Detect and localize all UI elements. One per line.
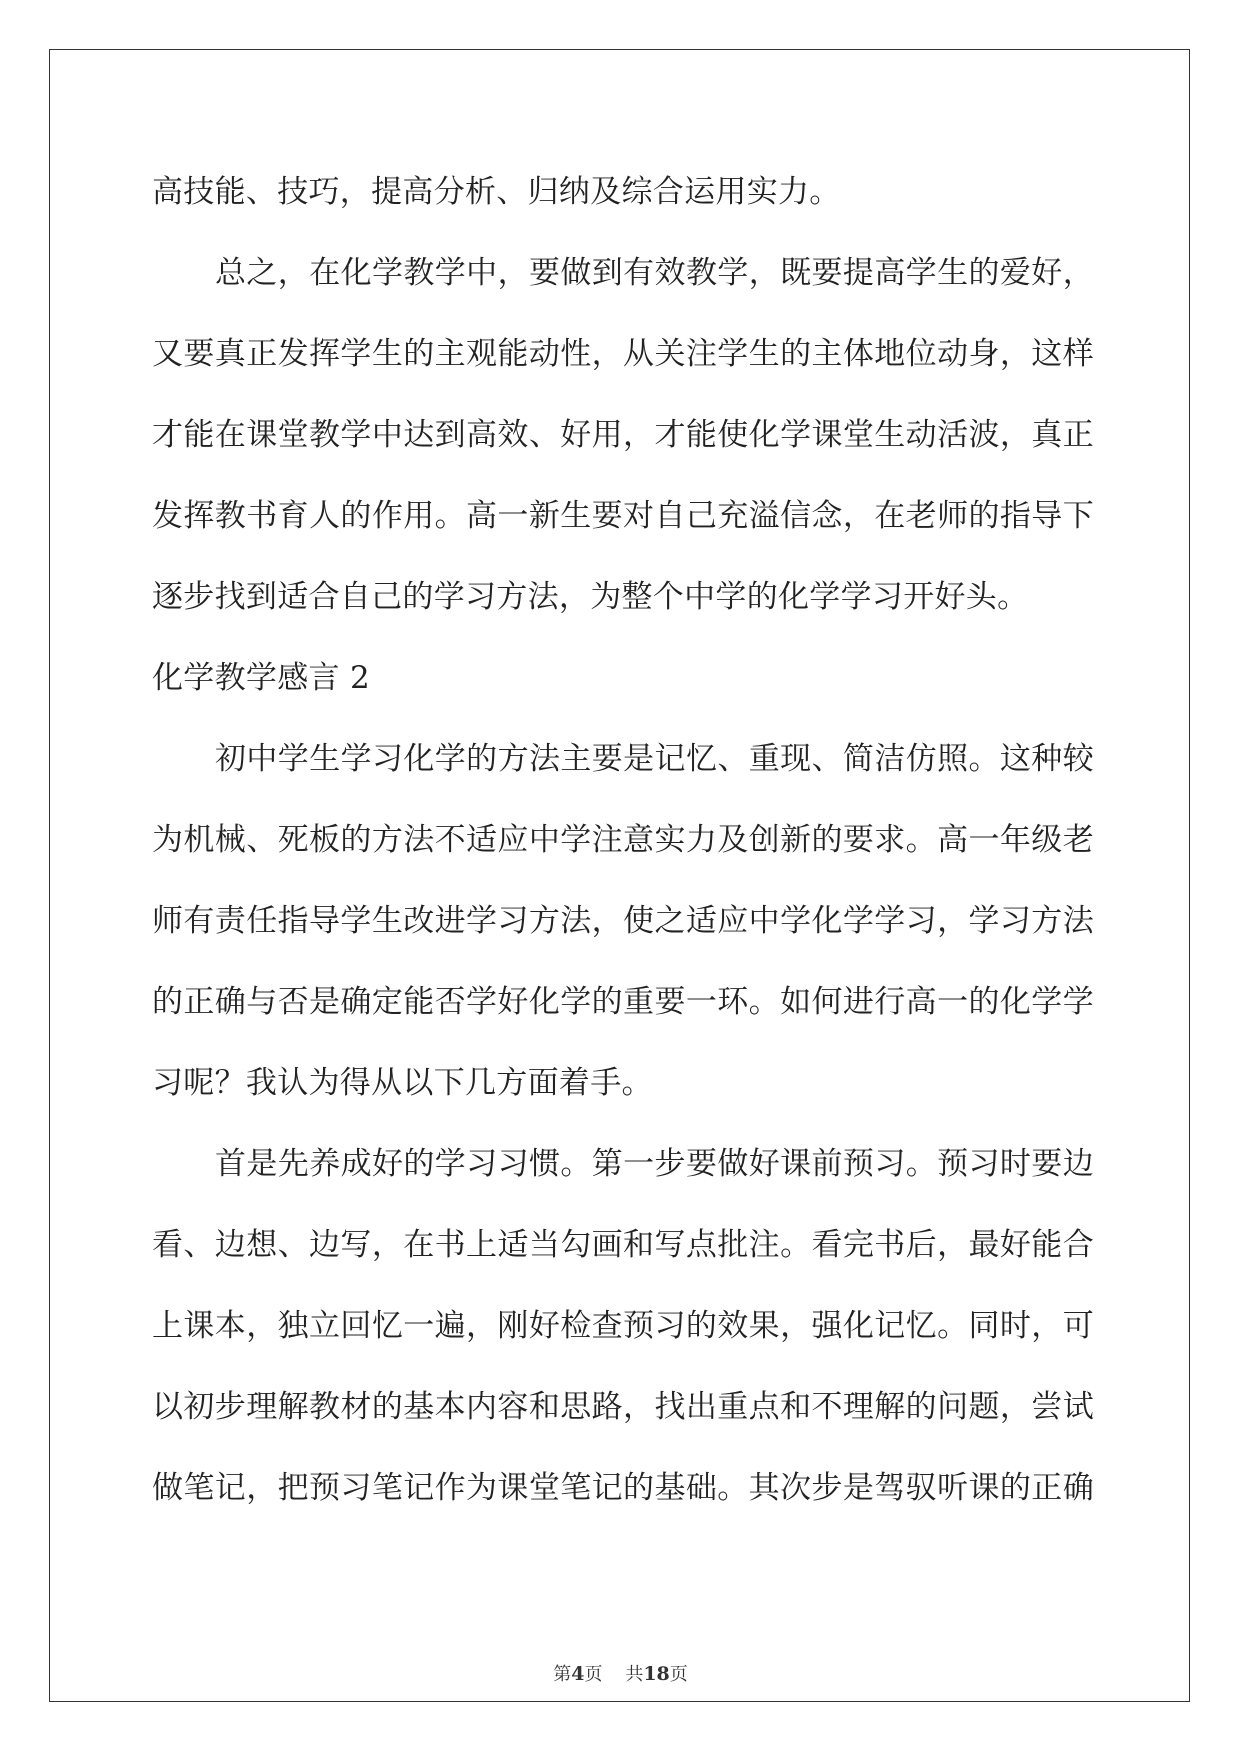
text-line: 师有责任指导学生改进学习方法，使之适应中学化学学习，学习方法 xyxy=(152,903,1094,939)
section-heading: 化学教学感言 2 xyxy=(152,660,370,696)
total-label-prefix: 共 xyxy=(625,1664,644,1685)
text-line: 发挥教书育人的作用。高一新生要对自己充溢信念，在老师的指导下 xyxy=(152,498,1094,534)
text-line: 逐步找到适合自己的学习方法，为整个中学的化学学习开好头。 xyxy=(152,579,1029,615)
page-footer xyxy=(0,1660,1241,1686)
page-label-suffix: 页 xyxy=(584,1664,603,1685)
text-line: 高技能、技巧，提高分析、归纳及综合运用实力。 xyxy=(152,174,841,210)
text-line: 做笔记，把预习笔记作为课堂笔记的基础。其次步是驾驭听课的正确 xyxy=(152,1470,1094,1506)
text-line: 才能在课堂教学中达到高效、好用，才能使化学课堂生动活波，真正 xyxy=(152,417,1094,453)
text-line: 首是先养成好的学习习惯。第一步要做好课前预习。预习时要边 xyxy=(215,1146,1094,1182)
total-label-suffix: 页 xyxy=(669,1664,688,1685)
text-line: 初中学生学习化学的方法主要是记忆、重现、简洁仿照。这种较 xyxy=(215,741,1094,777)
page-number: 4 xyxy=(571,1663,585,1685)
text-line: 为机械、死板的方法不适应中学注意实力及创新的要求。高一年级老 xyxy=(152,822,1094,858)
text-line: 习呢？我认为得从以下几方面着手。 xyxy=(152,1065,653,1101)
page-label-prefix: 第 xyxy=(553,1664,572,1685)
document-body xyxy=(152,162,1094,1539)
total-pages: 18 xyxy=(643,1663,670,1685)
text-line: 看、边想、边写，在书上适当勾画和写点批注。看完书后，最好能合 xyxy=(152,1227,1094,1263)
text-line: 以初步理解教材的基本内容和思路，找出重点和不理解的问题，尝试 xyxy=(152,1389,1094,1425)
text-line: 上课本，独立回忆一遍，刚好检查预习的效果，强化记忆。同时，可 xyxy=(152,1308,1094,1344)
text-line: 的正确与否是确定能否学好化学的重要一环。如何进行高一的化学学 xyxy=(152,984,1094,1020)
text-line: 总之，在化学教学中，要做到有效教学，既要提高学生的爱好， xyxy=(215,255,1094,291)
text-line: 又要真正发挥学生的主观能动性，从关注学生的主体地位动身，这样 xyxy=(152,336,1094,372)
